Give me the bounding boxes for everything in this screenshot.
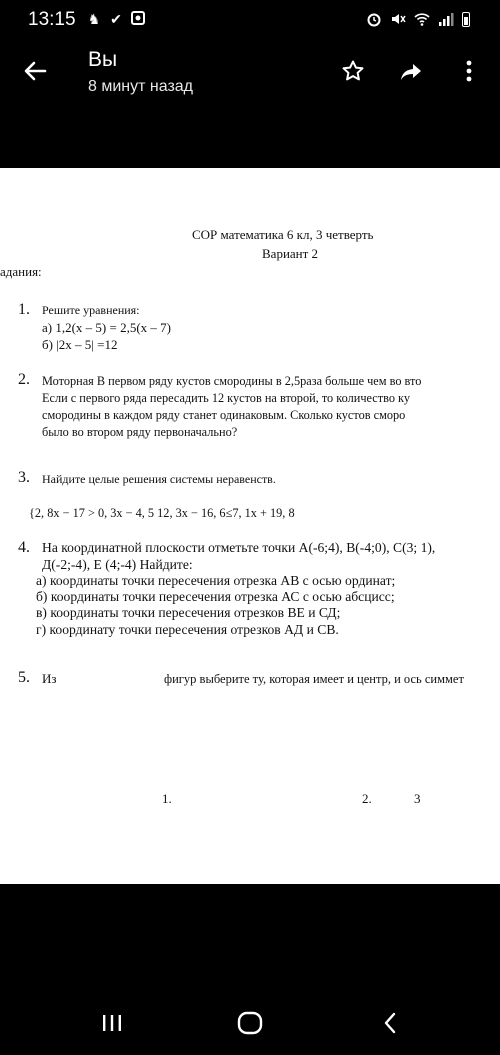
question-2-line-1: Моторная В первом ряду кустов смородины в 2,5раза больше чем во вто [42, 374, 422, 388]
broom-icon: ✔ [110, 11, 122, 27]
forward-icon[interactable] [396, 56, 426, 86]
alarm-icon [366, 11, 382, 27]
notification-icons [86, 11, 146, 27]
app-bar [0, 40, 500, 168]
question-5-start: Из [42, 671, 57, 686]
question-5-rest: фигур выберите ту, которая имеет и центр, и ось симмет [164, 672, 464, 686]
question-4-line-3: а) координаты точки пересечения отрезка АВ с осью ординат; [36, 573, 396, 588]
back-icon[interactable] [370, 1005, 410, 1041]
status-bar [0, 0, 500, 40]
question-1-b: б) |2x – 5| =12 [42, 337, 118, 352]
question-2-number: 2. [18, 371, 30, 388]
question-4-line-4: б) координаты точки пересечения отрезка АС с осью абсцисс; [36, 589, 395, 604]
question-4-line-1: На координатной плоскости отметьте точки А(-6;4), В(-4;0), С(3; 1), [42, 540, 436, 555]
document-variant: Вариант 2 [262, 246, 319, 261]
question-4-line-6: г) координату точки пересечения отрезков АД и СВ. [36, 622, 339, 637]
system-icons [366, 11, 470, 27]
question-1-a: а) 1,2(x – 5) = 2,5(x – 7) [42, 320, 171, 335]
home-icon[interactable] [230, 1005, 270, 1041]
figure-label-3: 3 [414, 791, 421, 806]
signal-icon [438, 11, 454, 27]
question-4-line-5: в) координаты точки пересечения отрезков ВЕ и СД; [36, 605, 341, 620]
navigation-bar [0, 985, 500, 1055]
more-options-icon[interactable] [454, 56, 484, 86]
status-time: 13:15 [28, 9, 76, 30]
app-bar-actions [310, 56, 484, 86]
question-1-title: Решите уравнения: [42, 303, 140, 317]
question-3-title: Найдите целые решения системы неравенств. [42, 472, 276, 486]
battery-icon [462, 12, 470, 27]
wifi-icon [414, 11, 430, 27]
document-heading: СОР математика 6 кл, 3 четверть [192, 227, 374, 242]
question-3-number: 3. [18, 469, 30, 486]
question-2-line-4: было во втором ряду первоначально? [42, 425, 238, 439]
question-4-number: 4. [18, 539, 30, 556]
app-notification-icon: ♞ [87, 11, 101, 27]
star-icon[interactable] [338, 56, 368, 86]
message-sender: Вы [88, 48, 118, 71]
figure-label-2: 2. [362, 791, 372, 806]
question-3-system: {2, 8x − 17 > 0, 3x − 4, 5 12, 3x − 16, 6≤7, 1x + 19, 8 [29, 506, 295, 520]
back-arrow-icon[interactable] [20, 56, 50, 86]
question-1-number: 1. [18, 301, 30, 318]
recent-apps-icon[interactable] [92, 1005, 132, 1041]
figure-label-1: 1. [162, 791, 172, 806]
question-5-number: 5. [18, 669, 30, 686]
message-time: 8 минут назад [88, 78, 194, 95]
question-4-line-2: Д(-2;-4), Е (4;-4) Найдите: [42, 557, 193, 572]
question-2-line-2: Если с первого ряда пересадить 12 кустов на второй, то количество ку [42, 391, 410, 405]
screenshot-icon [130, 11, 146, 27]
mute-icon [390, 11, 406, 27]
document-image[interactable] [0, 168, 500, 884]
tasks-label: адания: [0, 264, 42, 279]
question-2-line-3: смородины в каждом ряду станет одинаковым. Сколько кустов сморо [42, 408, 406, 422]
